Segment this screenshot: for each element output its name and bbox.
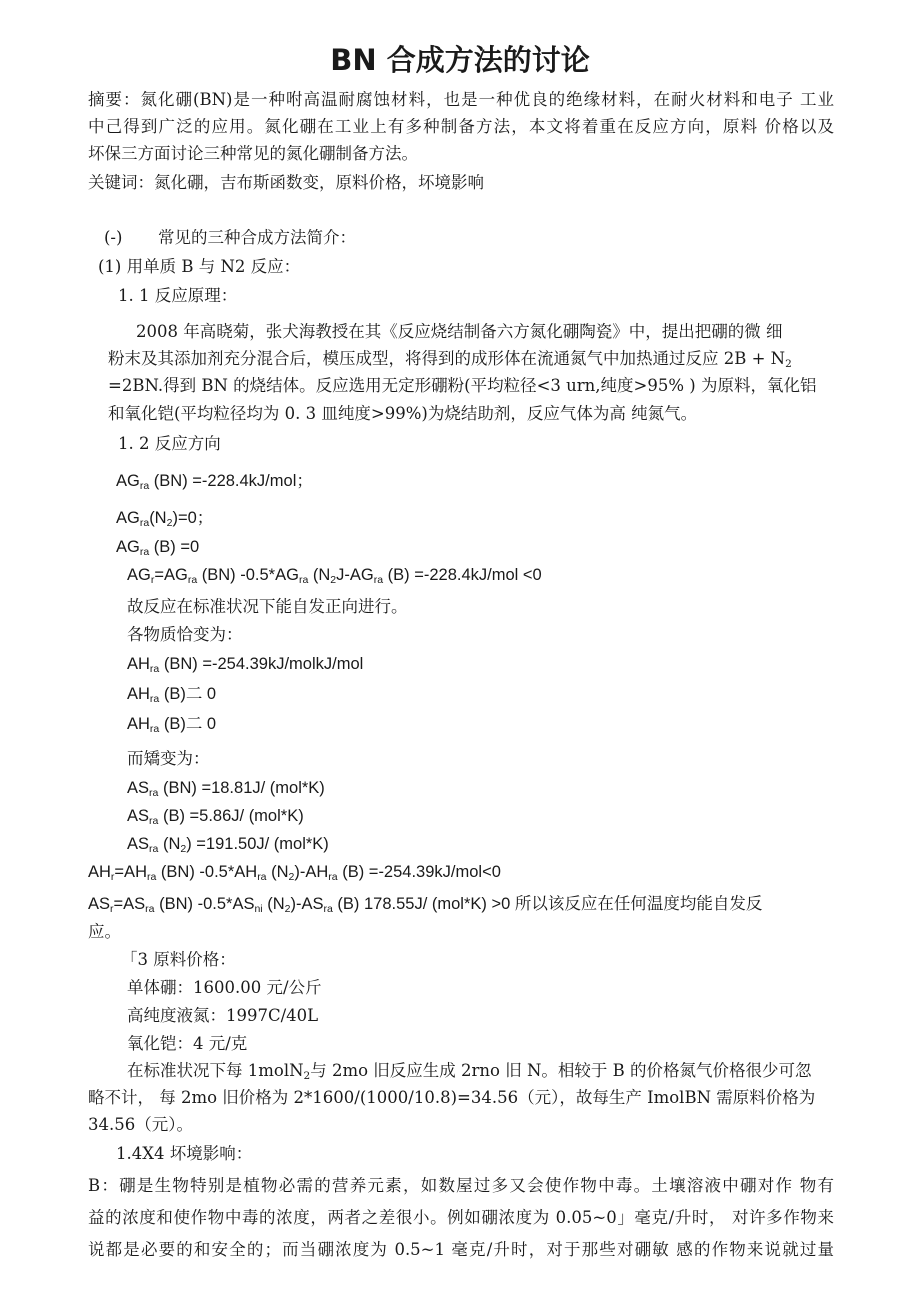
price-paragraph-line-2: 略不计， 每 2mo 旧价格为 2*1600/(1000/10.8)=34.56（元），故每生产 ImolBN 需原料价格为 — [88, 1088, 816, 1107]
environment-line-3: 说都是必要的和安全的；而当硼浓度为 0.5~1 毫克/升时，对于那些对硼敏 感的作物来说就过量 — [88, 1240, 834, 1259]
entropy-total: $AS_r=AS_{ra}$ (BN) $-0.5*AS_{ni}$ $(N_2)-AS_{ra}$ (B) 178.55J/ (mol*K) >0 所以该反应在任何温度均能自发反 — [88, 895, 763, 915]
entropy-n2: $AS_{ra}$ $(N_2) =191.50J/$ (mol*K) — [127, 835, 329, 855]
paragraph-line-4: 和氧化铠(平均粒径均为 0. 3 皿纯度>99%)为烧结助剂，反应气体为高 纯氮气。 — [108, 404, 698, 423]
enthalpy-label: 各物质恰变为： — [127, 625, 243, 644]
paragraph-line-3: =2BN.得到 BN 的烧结体。反应选用无定形硼粉(平均粒径<3 urn,纯度>95% ) 为原料，氧化铝 — [108, 376, 817, 395]
environment-line-1: B：硼是生物特别是植物必需的营养元素，如数屋过多又会使作物中毒。土壤溶液中硼对作 物有 — [88, 1176, 834, 1195]
enthalpy-total: $AH_r=AH_{ra}$ (BN) $-0.5*AH_{ra}$ $(N_2)-AH_{ra}$ (B) =-254.39kJ/mol<0 — [88, 863, 501, 883]
section-heading: 常见的三种合成方法简介： — [158, 228, 356, 247]
abstract-line-2: 中己得到广泛的应用。氮化硼在工业上有多种制备方法，本文将着重在反应方向，原料 价格以及 — [88, 117, 834, 136]
entropy-bn: $AS_{ra}$ (BN) =18.81J/ (mol*K) — [127, 779, 325, 799]
paragraph-line-1: 2008 年高晓菊，张犬海教授在其《反应烧结制备六方氮化硼陶瓷》中，提出把硼的微 细 — [136, 322, 783, 341]
document-title: BN 合成方法的讨论 — [330, 43, 590, 77]
gibbs-b: $AG_{ra}$ (B) =0 — [116, 538, 200, 558]
subsection-1-1-heading: 1. 1 反应原理： — [118, 286, 238, 305]
price-nitrogen: 高纯度液氮：1997C/40L — [127, 1006, 319, 1025]
abstract-line-3: 坏保三方面讨论三种常见的氮化硼制备方法。 — [88, 144, 418, 163]
conclusion-line: 故反应在标准状况下能自发正向进行。 — [127, 597, 408, 616]
paragraph-line-2: 粉末及其添加剂充分混合后，模压成型，将得到的成形体在流通氮气中加热通过反应 $2B + N_2$ — [108, 349, 792, 370]
enthalpy-b: $AH_{ra}$ (B)二 0 — [127, 685, 217, 705]
environment-heading: 1.4X4 坏境影响： — [116, 1144, 253, 1163]
gibbs-n2: $AG_{ra}(N_2)=0$； — [116, 509, 214, 529]
gibbs-total: $AG_r=AG_{ra}$ (BN) $-0.5*AG_{ra}$ ($N_2J-AG_{ra}$ (B) =-228.4kJ/mol <0 — [127, 566, 542, 586]
price-oxide: 氧化铠：4 元/克 — [127, 1034, 248, 1053]
entropy-total-continued: 应。 — [88, 922, 121, 941]
subsection-1-heading: (1) 用单质 B 与 N2 反应： — [98, 257, 301, 276]
price-boron: 单体硼：1600.00 元/公斤 — [127, 978, 322, 997]
entropy-b: $AS_{ra}$ (B) =5.86J/ (mol*K) — [127, 807, 304, 827]
subsection-1-2-heading: 1. 2 反应方向 — [118, 434, 221, 453]
environment-line-2: 益的浓度和使作物中毒的浓度，两者之差很小。例如硼浓度为 0.05~0」毫克/升时， 对许多作物来 — [88, 1208, 834, 1227]
price-heading: 「3 原料价格： — [121, 950, 236, 969]
price-paragraph-line-3: 34.56（元）。 — [88, 1115, 193, 1134]
enthalpy-b-repeat: $AH_{ra}$ (B)二 0 — [127, 715, 217, 735]
abstract-line-1: 摘要：氮化硼(BN)是一种咐高温耐腐蚀材料，也是一种优良的绝缘材料，在耐火材料和电子 工业 — [88, 90, 834, 109]
keywords: 关键词：氮化硼，吉布斯函数变，原料价格，坏境影响 — [88, 173, 484, 192]
price-paragraph-line-1: 在标准状况下每 1molN$_2$与 2mo 旧反应生成 2rno 旧 N。相较于 B 的价格氮气价格很少可忽 — [127, 1061, 812, 1082]
enthalpy-bn: $AH_{ra}$ (BN) =-254.39kJ/molkJ/mol — [127, 655, 364, 675]
section-number: (-) — [104, 228, 123, 247]
entropy-label: 而矯变为： — [127, 749, 210, 768]
gibbs-bn: $AG_{ra}$ (BN) =-228.4kJ/mol； — [116, 472, 313, 492]
